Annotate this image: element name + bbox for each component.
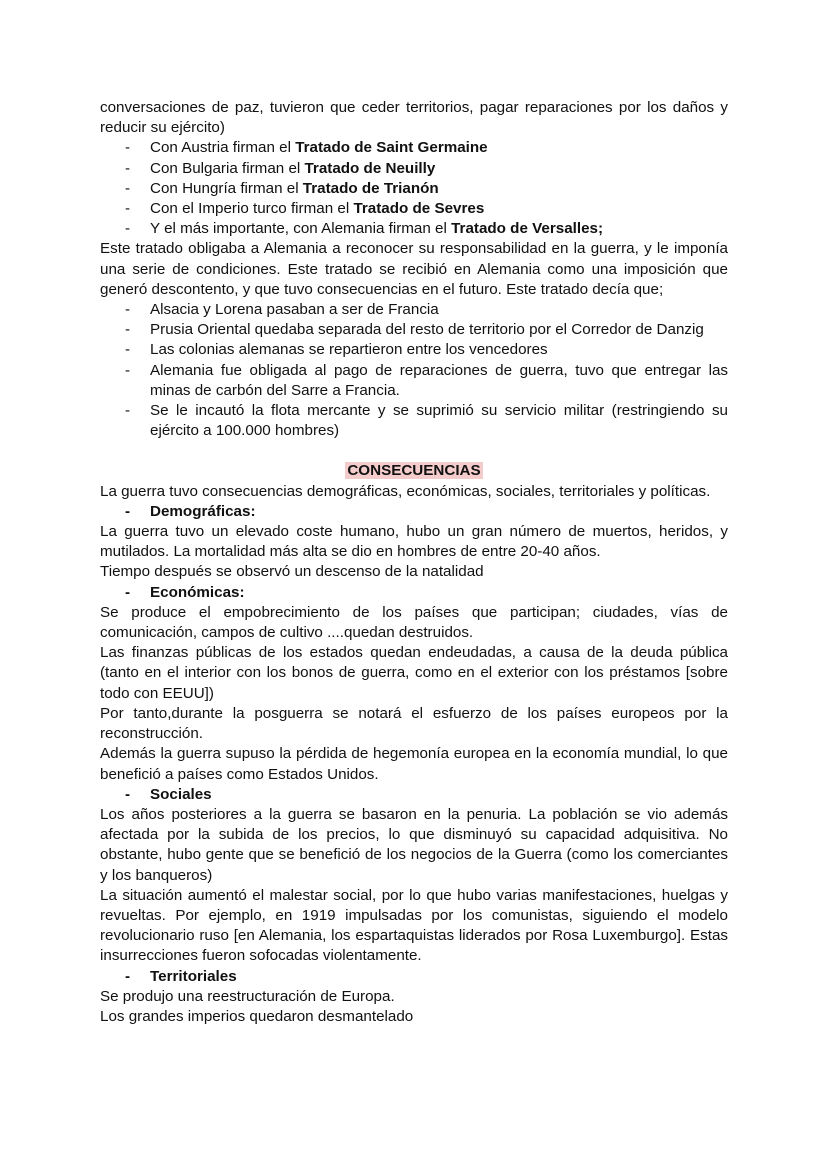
paragraph: La guerra tuvo un elevado coste humano, hubo un gran número de muertos, heridos, y mutilados. La mortalidad más alta se dio en hombres de entre 20-40 años. bbox=[100, 523, 728, 561]
list-item: - Con Austria firman el Tratado de Saint Germaine bbox=[100, 138, 728, 158]
subheading-demograficas: - Demográficas: bbox=[100, 502, 728, 522]
section-title: CONSECUENCIAS bbox=[347, 462, 481, 480]
treaties-list bbox=[100, 138, 728, 239]
list-item: - Prusia Oriental quedaba separada del resto de territorio por el Corredor de Danzig bbox=[100, 320, 728, 340]
list-item: - Con Hungría firman el Tratado de Trianón bbox=[100, 179, 728, 199]
paragraph: Se produjo una reestructuración de Europa. bbox=[100, 987, 395, 1005]
paragraph: Por tanto,durante la posguerra se notará el esfuerzo de los países europeos por la reconstrucción. bbox=[100, 704, 728, 743]
paragraph: La situación aumentó el malestar social, por lo que hubo varias manifestaciones, huelgas y revueltas. Por ejemplo, en 1919 impulsadas por los comunistas, siguiendo el modelo revolucionario ruso [en Alemania, los espartaquistas liderados por Rosa Luxemburgo]. Estas insurrecciones fueron sofocadas violentamente. bbox=[100, 886, 728, 965]
paragraph: Además la guerra supuso la pérdida de hegemonía europea en la economía mundial, lo que benefició a países como Estados Unidos. bbox=[100, 745, 728, 783]
list-item: - Alemania fue obligada al pago de reparaciones de guerra, tuvo que entregar las minas de carbón del Sarre a Francia. bbox=[100, 361, 728, 401]
paragraph: Los años posteriores a la guerra se basaron en la penuria. La población se vio además afectada por la subida de los precios, lo que disminuyó su capacidad adquisitiva. No obstante, hubo gente que se benefició de los negocios de la Guerra (como los comerciantes y los banqueros) bbox=[100, 805, 728, 884]
intro-paragraph: conversaciones de paz, tuvieron que ceder territorios, pagar reparaciones por los daños y reducir su ejército) bbox=[100, 99, 728, 137]
paragraph: Los grandes imperios quedaron desmantelado bbox=[100, 1007, 414, 1025]
list-item: - Se le incautó la flota mercante y se suprimió su servicio militar (restringiendo su ejército a 100.000 hombres) bbox=[100, 401, 728, 441]
list-item: - Alsacia y Lorena pasaban a ser de Francia bbox=[100, 300, 728, 320]
list-item: - Las colonias alemanas se repartieron entre los vencedores bbox=[100, 340, 728, 360]
list-item: - Con el Imperio turco firman el Tratado de Sevres bbox=[100, 199, 728, 219]
paragraph: Se produce el empobrecimiento de los países que participan; ciudades, vías de comunicación, campos de cultivo ....quedan destruidos. bbox=[100, 603, 728, 642]
document-page bbox=[100, 98, 728, 1027]
section-intro: La guerra tuvo consecuencias demográficas, económicas, sociales, territoriales y políticas. bbox=[100, 482, 711, 500]
list-item: - Y el más importante, con Alemania firman el Tratado de Versalles; bbox=[100, 219, 728, 239]
list-item: - Con Bulgaria firman el Tratado de Neuilly bbox=[100, 159, 728, 179]
paragraph: Las finanzas públicas de los estados quedan endeudadas, a causa de la deuda pública (tanto en el interior con los bonos de guerra, como en el exterior con los préstamos [sobre todo con EEUU]) bbox=[100, 644, 728, 702]
versailles-terms-list bbox=[100, 300, 728, 441]
subheading-territoriales: - Territoriales bbox=[100, 967, 728, 987]
subheading-economicas: - Económicas: bbox=[100, 583, 728, 603]
section-heading bbox=[100, 461, 728, 481]
paragraph: Tiempo después se observó un descenso de la natalidad bbox=[100, 563, 484, 581]
subheading-sociales: - Sociales bbox=[100, 785, 728, 805]
versailles-paragraph: Este tratado obligaba a Alemania a reconocer su responsabilidad en la guerra, y le imponía una serie de condiciones. Este tratado se recibió en Alemania como una imposición que generó descontento, y que tuvo consecuencias en el futuro. Este tratado decía que; bbox=[100, 240, 728, 298]
